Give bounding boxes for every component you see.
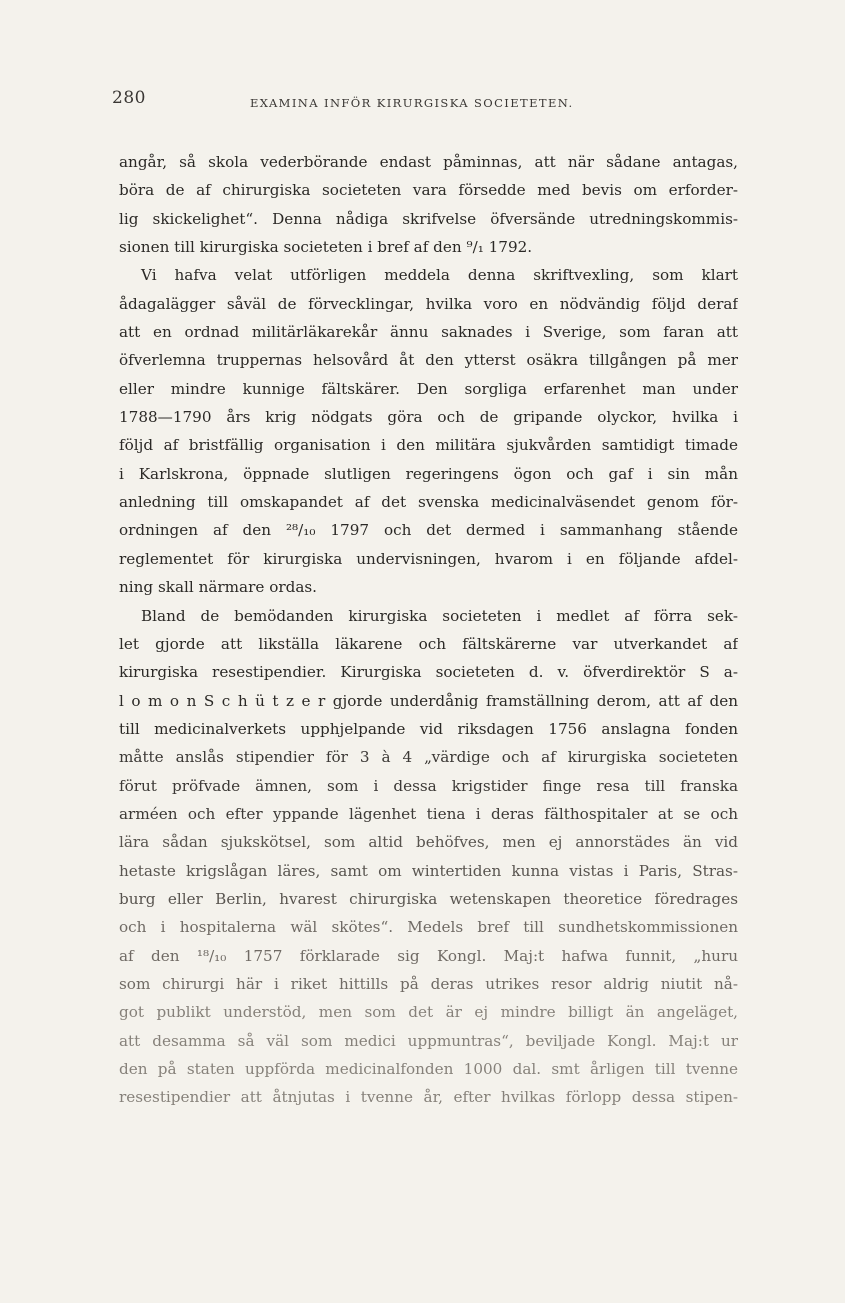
text-line: let gjorde att likställa läkarene och fältskärerne var utverkandet af — [119, 634, 738, 653]
paragraph-start-line: Vi hafva velat utförligen meddela denna skriftvexling, som klart — [141, 266, 738, 285]
text-line: sionen till kirurgiska societeten i bref af den ⁹/₁ 1792. — [119, 238, 533, 257]
text-line: lig skickelighet“. Denna nådiga skrifvelse öfversände utredningskommis- — [119, 209, 738, 228]
text-line: till medicinalverkets upphjelpande vid riksdagen 1756 anslagna fonden — [119, 719, 738, 738]
body-text — [119, 148, 738, 1112]
text-line: resestipendier att åtnjutas i tvenne år, efter hvilkas förlopp dessa stipen- — [119, 1088, 738, 1107]
text-line: att en ordnad militärläkarekår ännu saknades i Sverige, som faran att — [119, 323, 738, 342]
text-line: 1788—1790 års krig nödgats göra och de gripande olyckor, hvilka i — [119, 408, 738, 427]
text-line: burg eller Berlin, hvarest chirurgiska wetenskapen theoretice föredrages — [119, 889, 738, 908]
text-line: arméen och efter yppande lägenhet tiena i deras fälthospitaler at se och — [119, 804, 738, 823]
running-title: EXAMINA INFÖR KIRURGISKA SOCIETETEN. — [250, 96, 574, 110]
text-line: af den ¹⁸/₁₀ 1757 förklarade sig Kongl. Maj:t hafwa funnit, „huru — [119, 946, 738, 965]
text-line: lära sådan sjukskötsel, som altid behöfves, men ej annorstädes än vid — [119, 833, 738, 852]
text-line: anledning till omskapandet af det svenska medicinalväsendet genom för- — [119, 493, 738, 512]
text-line: måtte anslås stipendier för 3 à 4 „värdige och af kirurgiska societeten — [119, 748, 738, 767]
page-number: 280 — [112, 88, 146, 108]
text-line: böra de af chirurgiska societeten vara försedde med bevis om erforder- — [119, 181, 738, 200]
text-line: angår, så skola vederbörande endast påminnas, att när sådane antagas, — [119, 153, 738, 171]
text-line: ådagalägger såväl de förvecklingar, hvilka voro en nödvändig följd deraf — [119, 294, 738, 313]
text-line: kirurgiska resestipendier. Kirurgiska societeten d. v. öfverdirektör S a- — [119, 663, 738, 682]
text-line: som chirurgi här i riket hittills på deras utrikes resor aldrig niutit nå- — [119, 974, 738, 993]
text-line: l o m o n S c h ü t z e r gjorde underdånig framställning derom, att af den — [119, 691, 738, 710]
text-line: i Karlskrona, öppnade slutligen regeringens ögon och gaf i sin mån — [119, 464, 738, 483]
text-line: ning skall närmare ordas. — [119, 578, 317, 597]
text-line: hetaste krigslågan läres, samt om wintertiden kunna vistas i Paris, Stras- — [119, 861, 738, 880]
text-line: att desamma så väl som medici uppmuntras“, beviljade Kongl. Maj:t ur — [119, 1031, 738, 1050]
text-line: och i hospitalerna wäl skötes“. Medels bref till sundhetskommissionen — [119, 918, 738, 937]
text-line: eller mindre kunnige fältskärer. Den sorgliga erfarenhet man under — [119, 379, 738, 398]
text-line: förut pröfvade ämnen, som i dessa krigstider finge resa till franska — [119, 776, 738, 795]
text-line: ordningen af den ²⁸/₁₀ 1797 och det dermed i sammanhang stående — [119, 521, 738, 540]
text-line: följd af bristfällig organisation i den militära sjukvården samtidigt timade — [119, 436, 738, 455]
paragraph-start-line: Bland de bemödanden kirurgiska societeten i medlet af förra sek- — [141, 606, 738, 625]
text-line: den på staten uppförda medicinalfonden 1000 dal. smt årligen till tvenne — [119, 1060, 738, 1078]
text-line: got publikt understöd, men som det är ej mindre billigt än angeläget, — [119, 1003, 738, 1022]
text-line: reglementet för kirurgiska undervisningen, hvarom i en följande afdel- — [119, 549, 738, 568]
text-line: öfverlemna truppernas helsovård åt den ytterst osäkra tillgången på mer — [119, 351, 738, 370]
